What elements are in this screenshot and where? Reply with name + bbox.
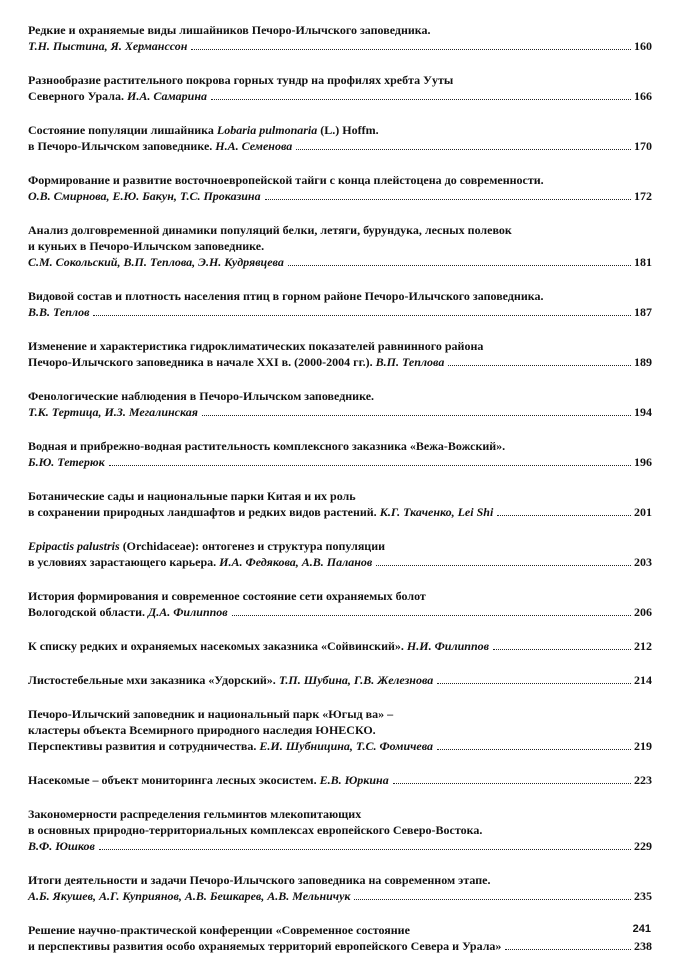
- toc-entry-text: [28, 772, 389, 788]
- toc-entry: [28, 672, 652, 688]
- dot-leader: [211, 99, 631, 100]
- toc-entry-line: [28, 588, 652, 604]
- toc-entry-title: (Orchidaceae): онтогенез и структура популяции: [119, 539, 386, 553]
- toc-entry: [28, 706, 652, 754]
- toc-entry-page: 201: [634, 505, 652, 519]
- dot-leader: [354, 899, 631, 900]
- toc-entry: [28, 538, 652, 570]
- toc-entry-line: [28, 22, 652, 38]
- dot-leader: [202, 415, 631, 416]
- toc-entry-line: [28, 938, 652, 954]
- toc-entry-line: [28, 888, 652, 904]
- toc-entry-page: 172: [634, 189, 652, 203]
- toc-entry-page: 194: [634, 405, 652, 419]
- toc-entry-title: Листостебельные мхи заказника «Удорский».: [28, 673, 279, 687]
- toc-entry-page: 238: [634, 939, 652, 953]
- toc-entry-title: в сохранении природных ландшафтов и редких видов растений.: [28, 505, 380, 519]
- toc-entry-title: Перспективы развития и сотрудничества.: [28, 739, 260, 753]
- toc-entry-title: и перспективы развития особо охраняемых территорий европейского Севера и Урала»: [28, 939, 502, 953]
- toc-entry-title: в основных природно-территориальных комплексах европейского Северо-Востока.: [28, 823, 483, 837]
- toc-entry-authors: Д.А. Филиппов: [148, 605, 228, 619]
- toc-entry-line: [28, 872, 652, 888]
- toc-entry-authors: В.В. Теплов: [28, 305, 90, 319]
- dot-leader: [191, 49, 631, 50]
- toc-entry-title: Итоги деятельности и задачи Печоро-Илычского заповедника на современном этапе.: [28, 873, 491, 887]
- dot-leader: [232, 615, 631, 616]
- toc-entry-text: [28, 672, 433, 688]
- toc-entry: [28, 872, 652, 904]
- toc-entry-text: [28, 72, 453, 88]
- toc-entry-text: [28, 504, 493, 520]
- toc-entry-line: [28, 554, 652, 570]
- toc-entry-page: 203: [634, 555, 652, 569]
- toc-entry-line: [28, 188, 652, 204]
- toc-entry-line: [28, 354, 652, 370]
- toc-entry-line: [28, 638, 652, 654]
- toc-entry-line: [28, 388, 652, 404]
- toc-entry-line: [28, 454, 652, 470]
- toc-entry-title: Насекомые – объект мониторинга лесных экосистем.: [28, 773, 320, 787]
- toc-entry-authors: Epipactis palustris: [28, 539, 120, 553]
- toc-entry-text: [28, 172, 544, 188]
- toc-entry: [28, 438, 652, 470]
- table-of-contents: [28, 22, 652, 972]
- toc-entry-text: [28, 238, 264, 254]
- toc-entry-page: 160: [634, 39, 652, 53]
- toc-entry-title: Печоро-Илычского заповедника в начале XXI в. (2000-2004 гг.).: [28, 355, 376, 369]
- toc-entry-text: [28, 188, 261, 204]
- toc-entry-line: [28, 838, 652, 854]
- toc-entry-text: [28, 488, 356, 504]
- toc-entry-line: [28, 806, 652, 822]
- toc-entry-authors: А.Б. Якушев, А.Г. Куприянов, А.В. Бешкарев, А.В. Мельничук: [28, 889, 351, 903]
- toc-entry-line: [28, 88, 652, 104]
- toc-entry-page: 229: [634, 839, 652, 853]
- dot-leader: [437, 749, 631, 750]
- toc-entry: [28, 72, 652, 104]
- toc-entry-text: [28, 872, 490, 888]
- toc-entry-authors: Е.И. Шубницина, Т.С. Фомичева: [259, 739, 434, 753]
- toc-entry-authors: Lobaria pulmonaria: [216, 123, 318, 137]
- toc-entry-title: кластеры объекта Всемирного природного наследия ЮНЕСКО.: [28, 723, 376, 737]
- toc-entry-authors: Т.К. Тертица, И.З. Мегалинская: [28, 405, 198, 419]
- dot-leader: [99, 849, 631, 850]
- toc-entry-line: [28, 706, 652, 722]
- dot-leader: [93, 315, 631, 316]
- toc-entry-page: 206: [634, 605, 652, 619]
- dot-leader: [493, 649, 631, 650]
- dot-leader: [288, 265, 631, 266]
- toc-entry-line: [28, 438, 652, 454]
- dot-leader: [393, 783, 631, 784]
- toc-entry: [28, 288, 652, 320]
- toc-entry-title: в Печоро-Илычском заповеднике.: [28, 139, 216, 153]
- toc-entry-text: [28, 888, 350, 904]
- toc-entry-text: [28, 838, 95, 854]
- toc-entry-authors: И.А. Самарина: [127, 89, 208, 103]
- toc-entry-text: [28, 706, 393, 722]
- toc-entry-title: История формирования и современное состояние сети охраняемых болот: [28, 589, 426, 603]
- toc-entry-page: 196: [634, 455, 652, 469]
- toc-entry-title: Состояние популяции лишайника: [28, 123, 217, 137]
- toc-entry-page: 235: [634, 889, 652, 903]
- toc-entry-text: [28, 138, 292, 154]
- toc-entry-text: [28, 738, 433, 754]
- toc-entry-page: 170: [634, 139, 652, 153]
- toc-entry: [28, 806, 652, 854]
- toc-entry-text: [28, 538, 385, 554]
- toc-entry-text: [28, 122, 379, 138]
- toc-entry-authors: К.Г. Ткаченко, Lei Shi: [379, 505, 494, 519]
- toc-entry-line: [28, 738, 652, 754]
- toc-entry-text: [28, 354, 444, 370]
- toc-entry-authors: Т.Н. Пыстина, Я. Херманссон: [28, 39, 188, 53]
- toc-entry-page: 189: [634, 355, 652, 369]
- toc-entry-title: Анализ долговременной динамики популяций белки, летяги, бурундука, лесных полевок: [28, 223, 512, 237]
- toc-entry-title: Водная и прибрежно-водная растительность комплексного заказника «Вежа-Вожский».: [28, 439, 506, 453]
- toc-entry-text: [28, 22, 431, 38]
- toc-entry-page: 181: [634, 255, 652, 269]
- toc-entry: [28, 772, 652, 788]
- toc-entry-line: [28, 538, 652, 554]
- toc-entry-line: [28, 138, 652, 154]
- toc-entry-text: [28, 438, 505, 454]
- toc-entry-text: [28, 822, 482, 838]
- toc-entry-line: [28, 604, 652, 620]
- toc-entry-authors: О.В. Смирнова, Е.Ю. Бакун, Т.С. Проказина: [28, 189, 261, 203]
- toc-entry-page: 219: [634, 739, 652, 753]
- dot-leader: [497, 515, 631, 516]
- toc-entry-title: Северного Урала.: [28, 89, 128, 103]
- toc-entry-title: К списку редких и охраняемых насекомых заказника «Сойвинский».: [28, 639, 407, 653]
- toc-entry: [28, 488, 652, 520]
- toc-entry-line: [28, 38, 652, 54]
- toc-entry: [28, 638, 652, 654]
- toc-entry-text: [28, 722, 376, 738]
- toc-entry-page: 166: [634, 89, 652, 103]
- toc-entry-text: [28, 638, 489, 654]
- toc-entry-title: Ботанические сады и национальные парки Китая и их роль: [28, 489, 356, 503]
- page-number: 241: [632, 923, 651, 935]
- toc-entry-authors: И.А. Федякова, А.В. Паланов: [219, 555, 373, 569]
- toc-entry-authors: Е.В. Юркина: [319, 773, 389, 787]
- toc-entry-line: [28, 122, 652, 138]
- toc-entry: [28, 588, 652, 620]
- dot-leader: [376, 565, 631, 566]
- toc-entry-line: [28, 922, 652, 938]
- toc-entry-text: [28, 454, 105, 470]
- toc-entry-title: в условиях зарастающего карьера.: [28, 555, 220, 569]
- toc-entry-line: [28, 822, 652, 838]
- toc-entry-page: 214: [634, 673, 652, 687]
- toc-entry-authors: В.Ф. Юшков: [28, 839, 95, 853]
- toc-entry-title: Изменение и характеристика гидроклиматических показателей равнинного района: [28, 339, 484, 353]
- toc-entry-line: [28, 722, 652, 738]
- toc-entry-line: [28, 288, 652, 304]
- toc-entry-page: 212: [634, 639, 652, 653]
- toc-entry-page: 187: [634, 305, 652, 319]
- toc-entry-text: [28, 554, 372, 570]
- toc-entry-line: [28, 304, 652, 320]
- toc-entry-title: Фенологические наблюдения в Печоро-Илычском заповеднике.: [28, 389, 375, 403]
- toc-entry-authors: Б.Ю. Тетерюк: [28, 455, 105, 469]
- dot-leader: [448, 365, 631, 366]
- toc-entry: [28, 172, 652, 204]
- toc-entry: [28, 122, 652, 154]
- toc-entry-text: [28, 922, 410, 938]
- toc-entry-line: [28, 222, 652, 238]
- toc-entry-text: [28, 938, 501, 954]
- dot-leader: [505, 949, 631, 950]
- toc-entry-text: [28, 388, 374, 404]
- toc-entry-text: [28, 404, 198, 420]
- toc-entry-text: [28, 222, 512, 238]
- toc-entry-line: [28, 72, 652, 88]
- toc-entry: [28, 922, 652, 954]
- dot-leader: [109, 465, 631, 466]
- toc-entry-text: [28, 254, 284, 270]
- toc-entry-title: Решение научно-практической конференции «Современное состояние: [28, 923, 410, 937]
- toc-entry-authors: Т.П. Шубина, Г.В. Железнова: [278, 673, 434, 687]
- toc-entry-line: [28, 504, 652, 520]
- toc-entry-title: Редкие и охраняемые виды лишайников Печоро-Илычского заповедника.: [28, 23, 431, 37]
- toc-entry: [28, 222, 652, 270]
- toc-entry-text: [28, 304, 89, 320]
- dot-leader: [296, 149, 631, 150]
- toc-entry-title: Разнообразие растительного покрова горных тундр на профилях хребта Ууты: [28, 73, 454, 87]
- toc-entry-authors: Н.И. Филиппов: [406, 639, 490, 653]
- toc-entry-line: [28, 172, 652, 188]
- toc-entry-line: [28, 488, 652, 504]
- toc-entry-text: [28, 38, 187, 54]
- toc-entry-line: [28, 254, 652, 270]
- toc-entry-line: [28, 772, 652, 788]
- toc-entry-text: [28, 288, 543, 304]
- toc-entry-title: Видовой состав и плотность населения птиц в горном районе Печоро-Илычского заповедника.: [28, 289, 544, 303]
- toc-entry-text: [28, 88, 207, 104]
- toc-entry-line: [28, 238, 652, 254]
- toc-entry-authors: Н.А. Семенова: [215, 139, 293, 153]
- toc-entry-title: Вологодской области.: [28, 605, 149, 619]
- toc-entry: [28, 388, 652, 420]
- toc-entry-text: [28, 338, 483, 354]
- toc-entry-title: Печоро-Илычский заповедник и национальный парк «Югыд ва» –: [28, 707, 394, 721]
- toc-entry-title: (L.) Hoffm.: [317, 123, 379, 137]
- toc-entry-line: [28, 338, 652, 354]
- toc-entry-authors: В.П. Теплова: [375, 355, 445, 369]
- toc-entry-title: и куньих в Печоро-Илычском заповеднике.: [28, 239, 265, 253]
- toc-entry: [28, 338, 652, 370]
- toc-entry-text: [28, 604, 228, 620]
- toc-entry-title: Формирование и развитие восточноевропейской тайги с конца плейстоцена до современности.: [28, 173, 544, 187]
- dot-leader: [265, 199, 631, 200]
- toc-entry: [28, 22, 652, 54]
- toc-entry-text: [28, 588, 426, 604]
- toc-entry-title: Закономерности распределения гельминтов млекопитающих: [28, 807, 362, 821]
- toc-entry-line: [28, 404, 652, 420]
- toc-entry-authors: С.М. Сокольский, В.П. Теплова, Э.Н. Кудрявцева: [28, 255, 284, 269]
- toc-entry-text: [28, 806, 361, 822]
- toc-entry-line: [28, 672, 652, 688]
- dot-leader: [437, 683, 631, 684]
- toc-entry-page: 223: [634, 773, 652, 787]
